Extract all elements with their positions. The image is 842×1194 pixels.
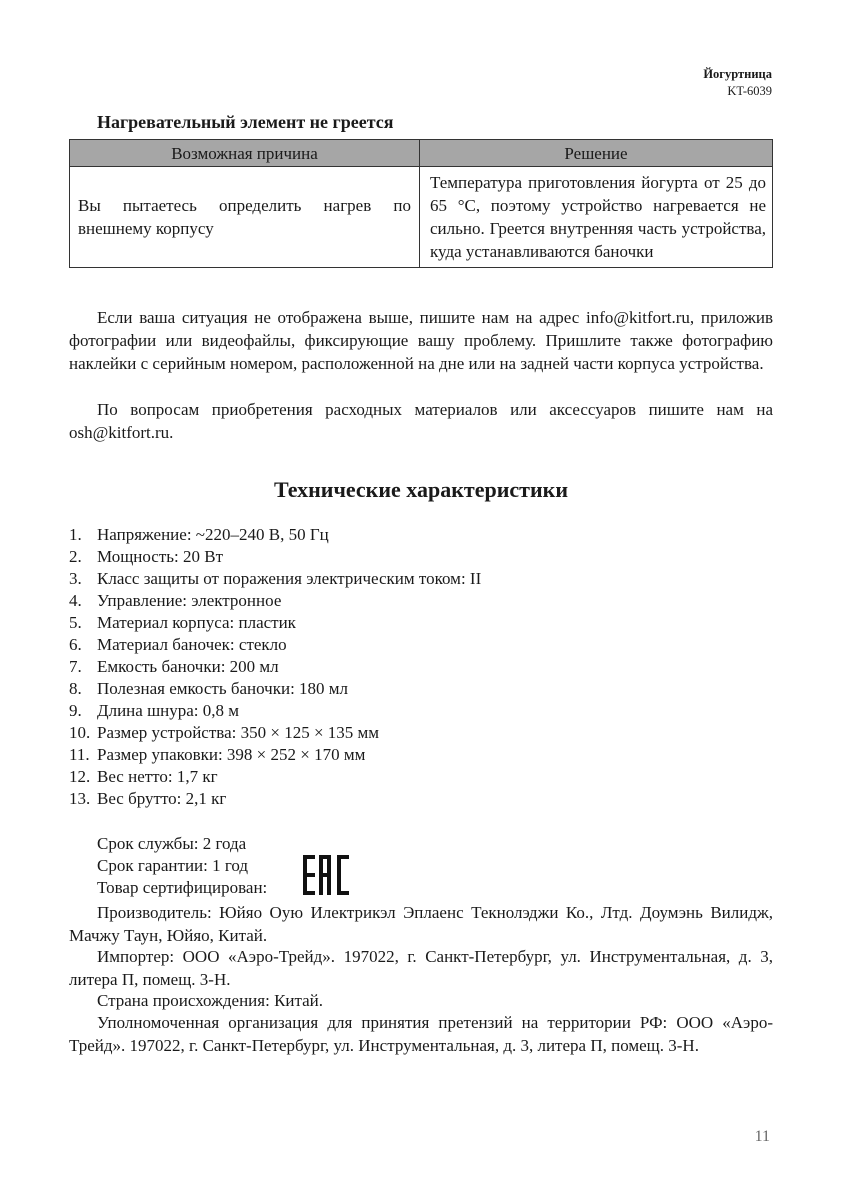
column-header-solution: Решение [420,140,773,167]
importer-paragraph: Импортер: ООО «Аэро-Трейд». 197022, г. Санкт-Петербург, ул. Инструментальная, д. 3, литера П, помещ. 3-Н. [69,947,773,989]
cause-cell: Вы пытаетесь определить нагрев по внешнему корпусу [70,167,420,268]
warranty: Срок гарантии: 1 год [97,856,249,875]
item-text: Мощность: 20 Вт [97,547,224,566]
item-text: Полезная емкость баночки: 180 мл [97,679,349,698]
specs-list [69,524,481,810]
item-number: 12. [69,767,91,786]
item-number: 4. [69,591,82,610]
list-item [69,546,481,568]
list-item [69,634,481,656]
list-item [69,678,481,700]
item-number: 6. [69,635,82,654]
list-item [69,744,481,766]
accessories-paragraph: По вопросам приобретения расходных материалов или аксессуаров пишите нам на osh@kitfort.ru. [69,400,773,442]
item-text: Размер устройства: 350 × 125 × 135 мм [97,723,380,742]
eac-mark-icon [303,855,349,895]
certification-label: Товар сертифицирован: [97,878,268,897]
item-number: 3. [69,569,82,588]
list-item [69,524,481,546]
item-text: Вес нетто: 1,7 кг [97,767,218,786]
service-life: Срок службы: 2 года [97,834,247,853]
table-header-row [70,140,773,167]
item-text: Напряжение: ~220–240 В, 50 Гц [97,525,329,544]
specs-title: Технические характеристики [273,477,569,502]
item-text: Длина шнура: 0,8 м [97,701,240,720]
list-item [69,722,481,744]
solution-cell: Температура приготовления йогурта от 25 до 65 °С, поэтому устройство нагревается не сильно. Греется внутренняя часть устройства, куда устанавливаются баночки [420,167,773,268]
list-item [69,700,481,722]
item-number: 2. [69,547,82,566]
manufacturer-paragraph: Производитель: Юйяо Оую Илектрикэл Эплаенс Текнолэджи Ко., Лтд. Доумэнь Вилидж, Мачжу Таун, Юйяо, Китай. [69,903,773,945]
list-item [69,568,481,590]
item-text: Вес брутто: 2,1 кг [97,789,227,808]
item-text: Материал корпуса: пластик [97,613,296,632]
item-text: Управление: электронное [97,591,282,610]
item-text: Материал баночек: стекло [97,635,287,654]
item-number: 13. [69,789,91,808]
item-number: 10. [69,723,91,742]
item-number: 7. [69,657,82,676]
header-product: Йогуртница [703,67,772,81]
column-header-cause: Возможная причина [70,140,420,167]
list-item [69,656,481,678]
item-text: Размер упаковки: 398 × 252 × 170 мм [97,745,366,764]
list-item [69,766,481,788]
authorized-org-paragraph: Уполномоченная организация для принятия претензий на территории РФ: ООО «Аэро-Трейд». 197022, г. Санкт-Петербург, ул. Инструментальная, д. 3, литера П, помещ. 3-Н. [69,1013,773,1055]
header-model: KT-6039 [727,84,772,98]
item-text: Емкость баночки: 200 мл [97,657,279,676]
item-number: 1. [69,525,82,544]
running-header [703,66,772,100]
troubleshooting-title: Нагревательный элемент не греется [97,112,394,132]
item-number: 8. [69,679,82,698]
list-item [69,590,481,612]
page-number: 11 [754,1128,770,1145]
troubleshooting-table [69,139,773,268]
contact-paragraph: Если ваша ситуация не отображена выше, пишите нам на адрес info@kitfort.ru, приложив фотографии или видеофайлы, фиксирующие вашу проблему. Пришлите также фотографию наклейки с серийным номером, расположенной на дне или на задней части корпуса устройства. [69,308,773,373]
list-item [69,788,481,810]
item-number: 11. [69,745,90,764]
table-row [70,167,773,268]
item-text: Класс защиты от поражения электрическим током: II [97,569,482,588]
item-number: 5. [69,613,82,632]
item-number: 9. [69,701,82,720]
origin-paragraph: Страна происхождения: Китай. [97,991,324,1010]
list-item [69,612,481,634]
